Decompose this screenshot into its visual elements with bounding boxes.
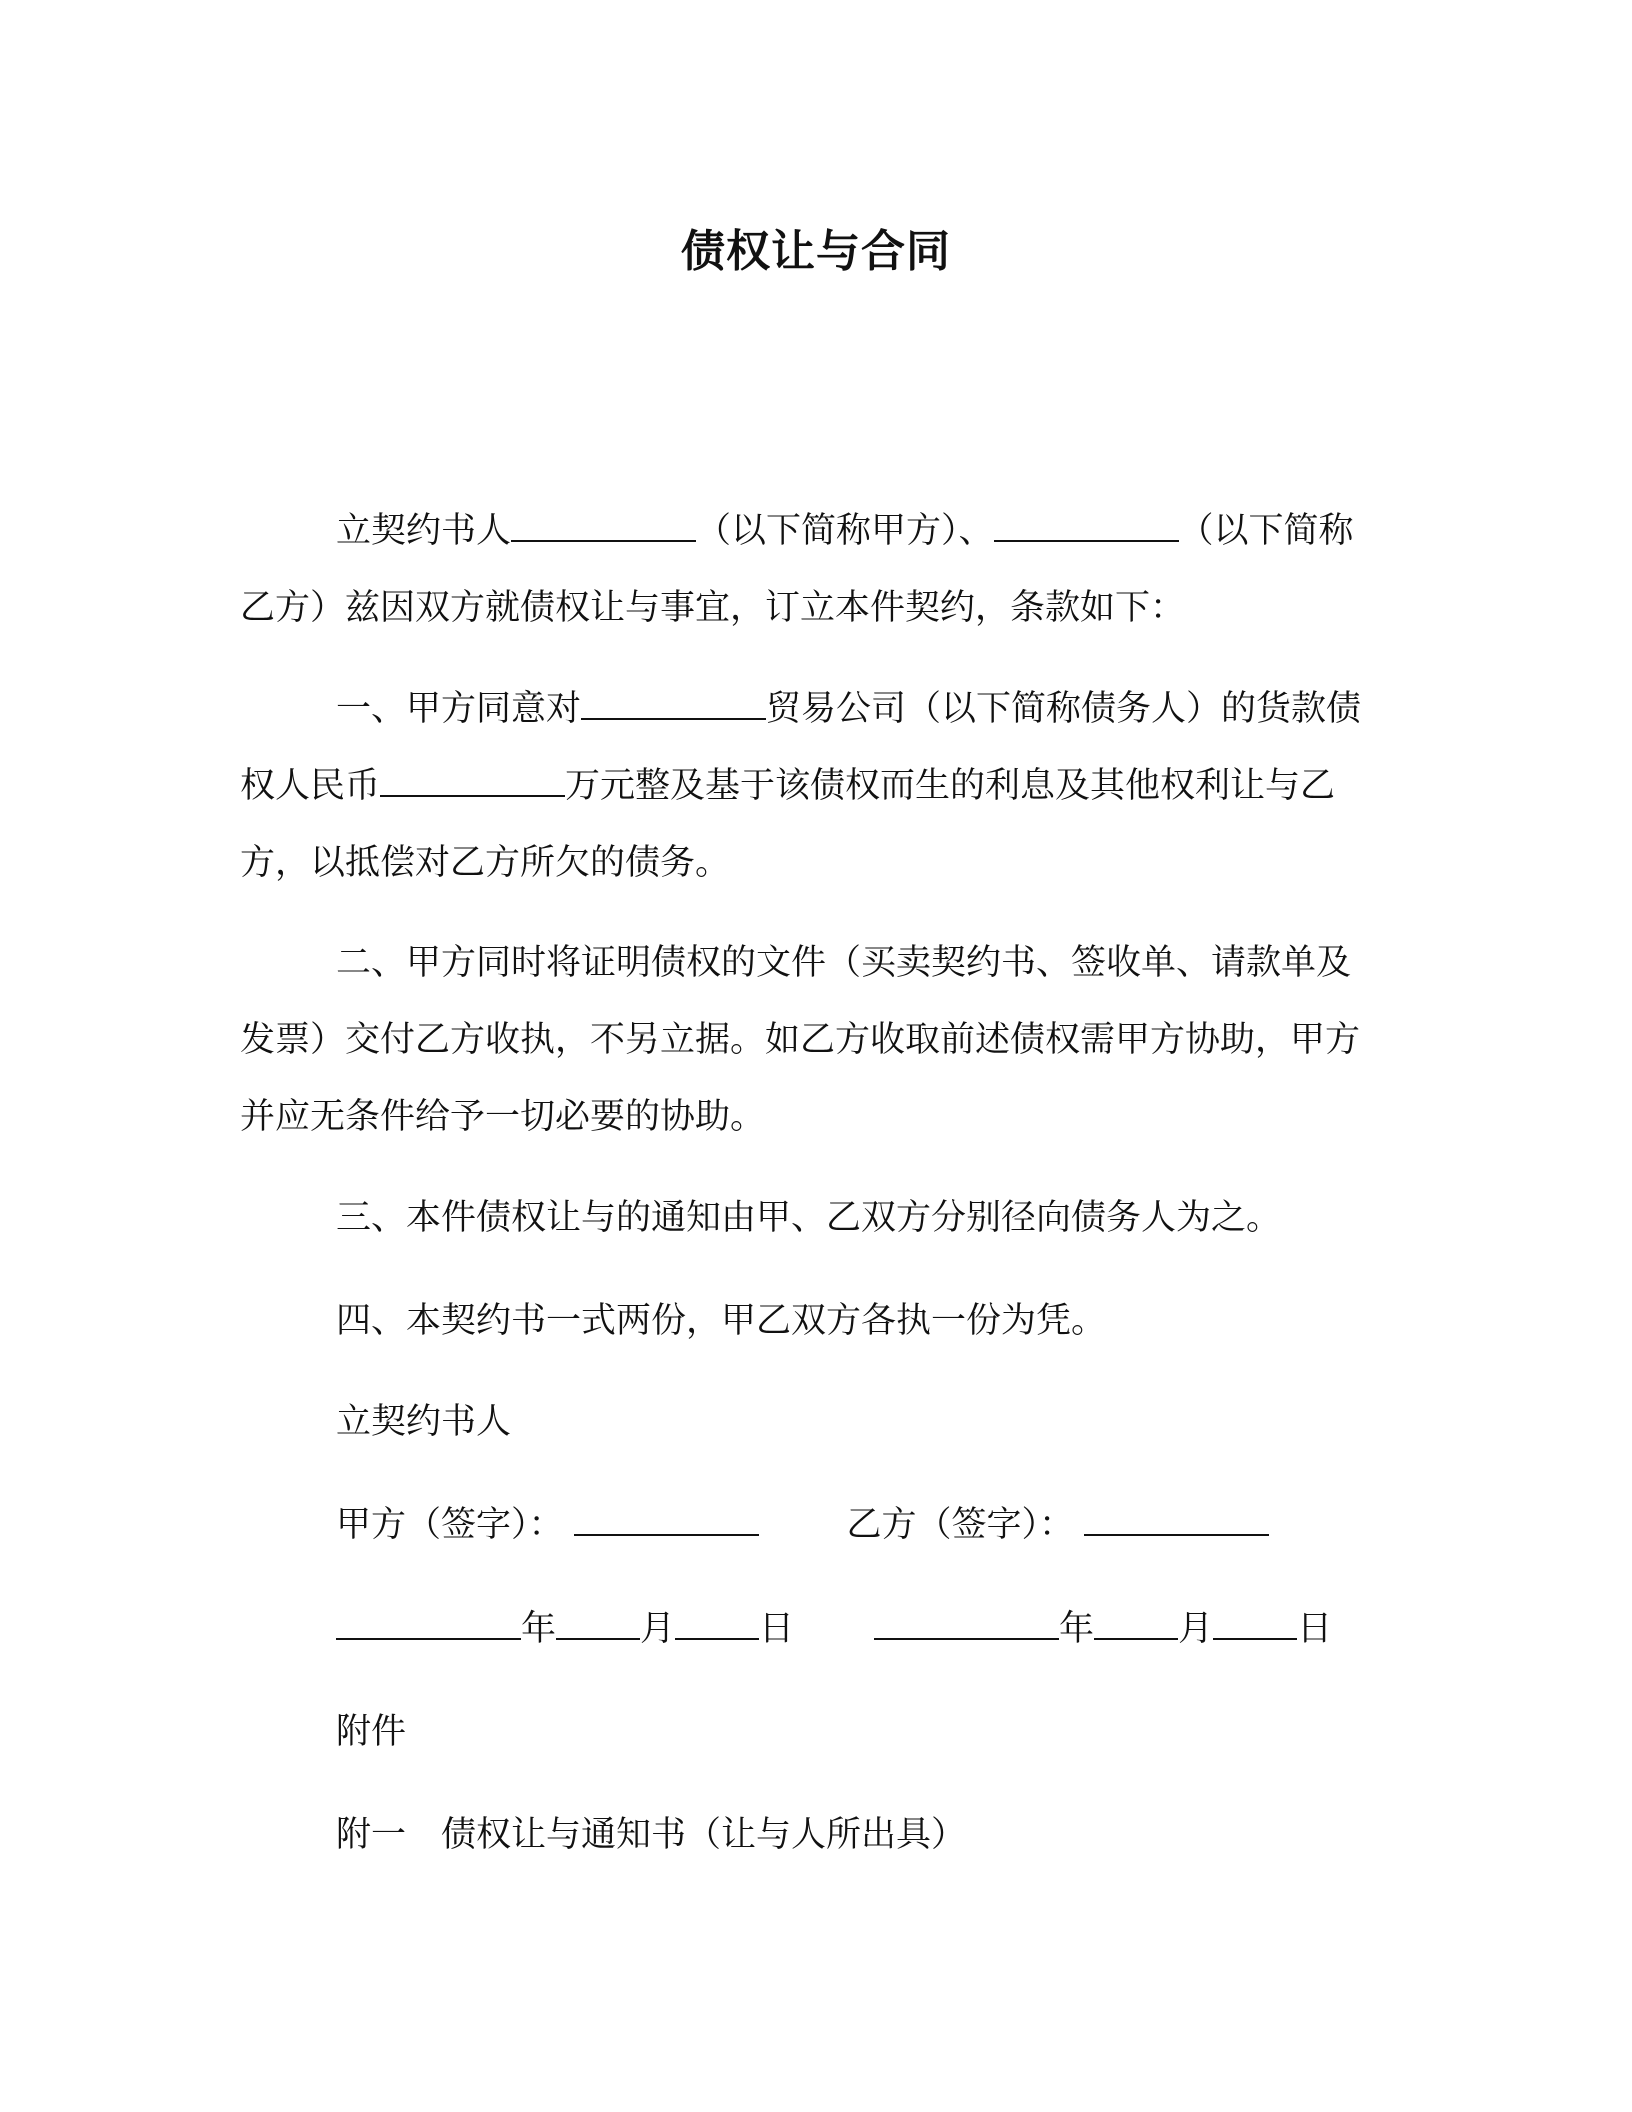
party-b-year-label: 年 bbox=[1059, 1609, 1095, 1649]
attachments-label: 附件 bbox=[336, 1712, 407, 1752]
signature-row bbox=[336, 1500, 1269, 1550]
party-a-name-blank bbox=[511, 510, 696, 542]
party-a-day-blank bbox=[675, 1608, 759, 1640]
clause-4: 四、本契约书一式两份，甲乙双方各执一份为凭。 bbox=[336, 1301, 1107, 1341]
intro-text-3: （以下简称乙方）兹因双方就债权让与事宜，订立本件契约，条款如下： bbox=[240, 511, 1354, 628]
intro-paragraph bbox=[240, 493, 1385, 647]
clause-3: 三、本件债权让与的通知由甲、乙双方分别径向债务人为之。 bbox=[336, 1198, 1282, 1238]
party-a-signature-blank bbox=[574, 1504, 759, 1536]
debtor-company-blank bbox=[581, 688, 766, 720]
clause-1-text-1: 一、甲方同意对 bbox=[336, 689, 582, 729]
intro-text-1: 立契约书人 bbox=[336, 511, 512, 551]
intro-text-2: （以下简称甲方）、 bbox=[696, 511, 994, 551]
clause-1 bbox=[240, 671, 1385, 902]
party-b-year-blank bbox=[874, 1608, 1059, 1640]
party-b-month-blank bbox=[1094, 1608, 1178, 1640]
party-b-day-label: 日 bbox=[1297, 1609, 1333, 1649]
party-a-year-blank bbox=[336, 1608, 521, 1640]
party-b-day-blank bbox=[1213, 1608, 1297, 1640]
party-a-year-label: 年 bbox=[521, 1609, 557, 1649]
clause-2: 二、甲方同时将证明债权的文件（买卖契约书、签收单、请款单及发票）交付乙方收执，不另立据。如乙方收取前述债权需甲方协助，甲方并应无条件给予一切必要的协助。 bbox=[240, 943, 1361, 1137]
clause-1-text-3: 万元整及基于该债权而生的利息及其他权利让与乙方，以抵偿对乙方所欠的债务。 bbox=[240, 766, 1336, 883]
party-a-day-label: 日 bbox=[759, 1609, 795, 1649]
party-b-signature-blank bbox=[1084, 1504, 1269, 1536]
party-a-sign-label: 甲方（签字）： bbox=[336, 1505, 564, 1545]
party-a-month-blank bbox=[556, 1608, 640, 1640]
date-row bbox=[336, 1604, 1332, 1654]
clause-1-text-2: 贸易公司（以下简称债务人）的货款债权人民币 bbox=[240, 689, 1362, 806]
amount-blank bbox=[380, 765, 565, 797]
attachment-1: 附一 债权让与通知书（让与人所出具） bbox=[336, 1815, 967, 1855]
party-a-month-label: 月 bbox=[640, 1609, 676, 1649]
signers-label: 立契约书人 bbox=[336, 1402, 512, 1442]
document-title: 债权让与合同 bbox=[681, 226, 951, 277]
party-b-sign-label: 乙方（签字）： bbox=[846, 1505, 1075, 1545]
party-b-month-label: 月 bbox=[1178, 1609, 1214, 1649]
party-b-name-blank bbox=[994, 510, 1179, 542]
